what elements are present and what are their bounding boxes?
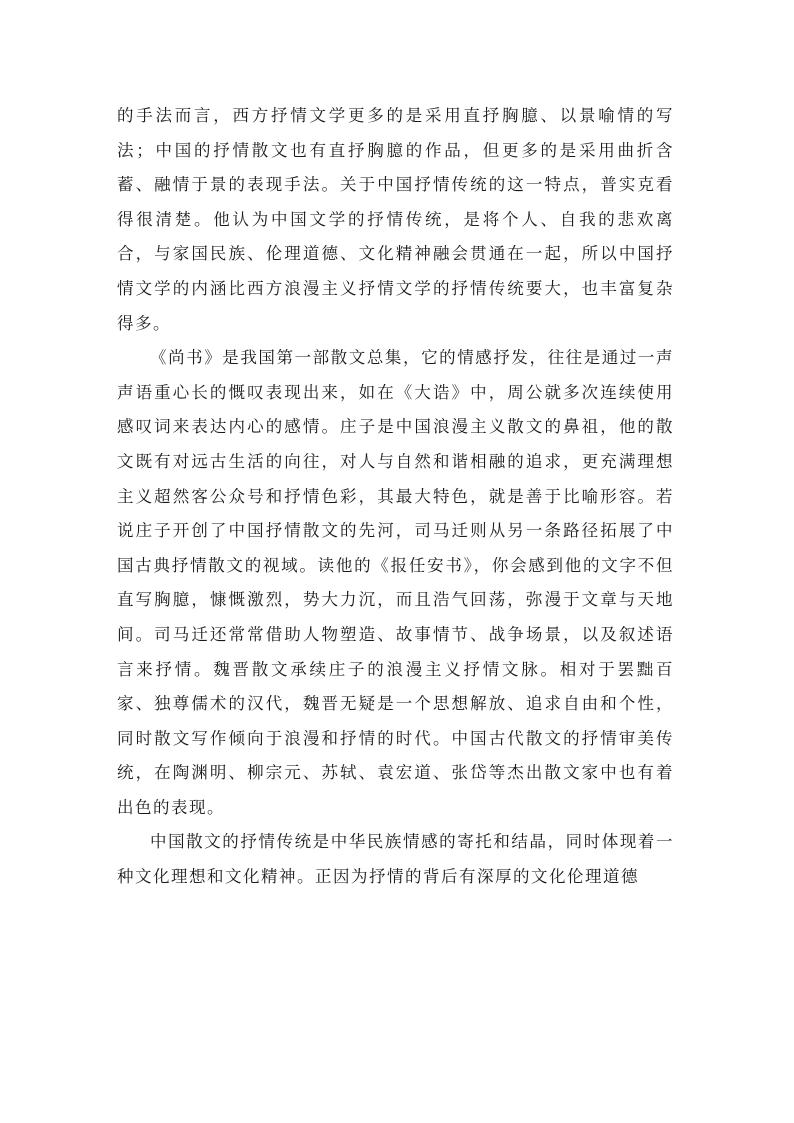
paragraph-3: 中国散文的抒情传统是中华民族情感的寄托和结晶，同时体现着一种文化理想和文化精神。正因为抒情的背后有深厚的文化伦理道德 xyxy=(117,832,674,887)
paragraph-2: 《尚书》是我国第一部散文总集，它的情感抒发，往往是通过一声声语重心长的慨叹表现出来，如在《大诰》中，周公就多次连续使用感叹词来表达内心的感情。庄子是中国浪漫主义散文的鼻祖，他的散文既有对远古生活的向往，对人与自然和谐相融的追求，更充满理想主义超然客公众号和抒情色彩，其最大特色，就是善于比喻形容。若说庄子开创了中国抒情散文的先河，司马迁则从另一条路径拓展了中国古典抒情散文的视域。读他的《报任安书》，你会感到他的文字不但直写胸臆，慷慨激烈，势大力沉，而且浩气回荡，弥漫于文章与天地间。司马迁还常常借助人物塑造、故事情节、战争场景，以及叙述语言来抒情。魏晋散文承续庄子的浪漫主义抒情文脉。相对于罢黜百家、独尊儒术的汉代，魏晋无疑是一个思想解放、追求自由和个性，同时散文写作倾向于浪漫和抒情的时代。中国古代散文的抒情审美传统，在陶渊明、柳宗元、苏轼、袁宏道、张岱等杰出散文家中也有着出色的表现。 xyxy=(117,348,674,817)
body-text xyxy=(117,99,674,895)
paragraph-1: 的手法而言，西方抒情文学更多的是采用直抒胸臆、以景喻情的写法；中国的抒情散文也有直抒胸臆的作品，但更多的是采用曲折含蓄、融情于景的表现手法。关于中国抒情传统的这一特点，普实克看得很清楚。他认为中国文学的抒情传统，是将个人、自我的悲欢离合，与家国民族、伦理道德、文化精神融会贯通在一起，所以中国抒情文学的内涵比西方浪漫主义抒情文学的抒情传统要大，也丰富复杂得多。 xyxy=(117,106,674,333)
